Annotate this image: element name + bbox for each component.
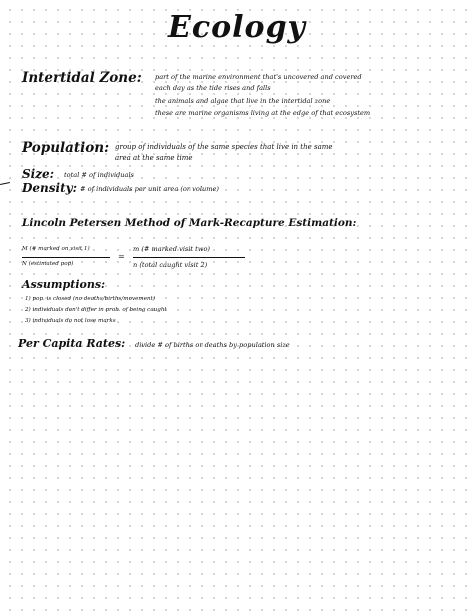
lincoln-heading: Lincoln Petersen Method of Mark-Recapture Estimation: <box>22 217 357 229</box>
lincoln-left-denominator: N (estimated pop) <box>22 261 74 267</box>
intertidal-line-4: these are marine organisms living at the edge of that ecosystem <box>155 109 371 117</box>
density-term: Density: <box>22 181 78 195</box>
per-capita-term: Per Capita Rates: <box>18 337 126 350</box>
population-line-2: area at the same time <box>115 154 193 162</box>
fraction-bar-left <box>22 257 110 258</box>
intertidal-line-2: each day as the tide rises and falls <box>155 84 271 92</box>
density-def: # of individuals per unit area (or volume) <box>80 185 219 193</box>
per-capita-def: divide # of births or deaths by population size <box>135 341 290 349</box>
lincoln-left-numerator: M (# marked on visit 1) <box>22 246 90 252</box>
assumptions-heading: Assumptions: <box>22 278 106 291</box>
assumption-item-3: 3) individuals do not lose marks <box>25 318 116 324</box>
equals-sign: = <box>118 252 125 261</box>
assumption-item-1: 1) pop. is closed (no deaths/births/movement) <box>25 296 156 302</box>
intertidal-term: Intertidal Zone: <box>22 70 142 86</box>
population-line-1: group of individuals of the same species that live in the same <box>115 143 333 151</box>
lincoln-right-numerator: m (# marked visit two) <box>133 245 211 253</box>
size-term: Size: <box>22 167 55 181</box>
size-def: total # of individuals <box>64 171 134 179</box>
lincoln-right-denominator: n (total caught visit 2) <box>133 261 208 269</box>
fraction-bar-right <box>133 257 245 258</box>
page-title: Ecology <box>168 10 306 45</box>
assumption-item-2: 2) individuals don't differ in prob. of being caught <box>25 307 167 313</box>
margin-mark <box>0 182 10 185</box>
population-term: Population: <box>22 140 110 156</box>
intertidal-line-3: the animals and algae that live in the intertidal zone <box>155 97 331 105</box>
intertidal-line-1: part of the marine environment that's uncovered and covered <box>155 73 362 81</box>
